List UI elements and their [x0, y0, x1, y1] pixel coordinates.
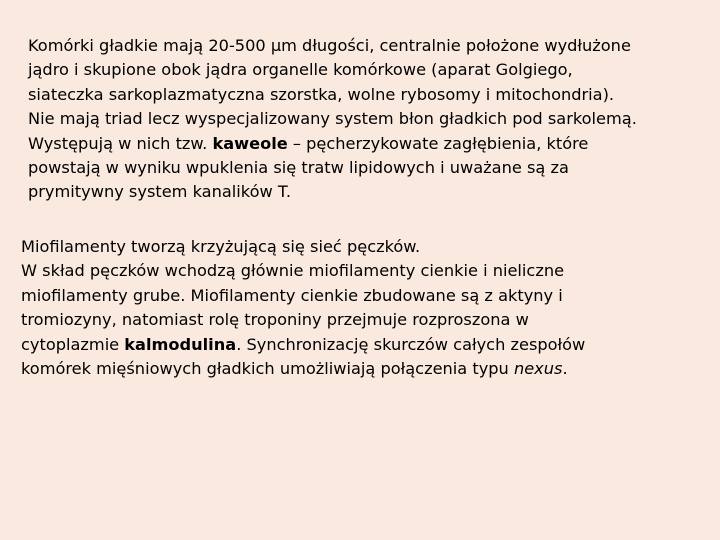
text-line: powstają w wyniku wpuklenia się tratw lipidowych i uważane są za [28, 158, 569, 178]
text-line: jądro i skupione obok jądra organelle komórkowe (aparat Golgiego, [28, 60, 573, 80]
term-kalmodulina: kalmodulina [124, 334, 237, 354]
text-line: Komórki gładkie mają 20-500 μm długości, centralnie położone wydłużone [28, 36, 631, 55]
text-segment: . Synchronizację skurczów całych zespołów [236, 334, 586, 354]
text-line [21, 333, 701, 357]
text-line [28, 132, 708, 156]
text-line: miofilamenty grube. Miofilamenty cienkie zbudowane są z aktyny i [21, 285, 563, 305]
text-line: siateczka sarkoplazmatyczna szorstka, wolne rybosomy i mitochondria). [28, 84, 615, 104]
text-line: Nie mają triad lecz wyspecjalizowany system błon gładkich pod sarkolemą. [28, 109, 637, 129]
text-segment: cytoplazmie [21, 334, 125, 354]
text-segment: Występują w nich tzw. [28, 133, 213, 153]
text-line [21, 357, 701, 381]
text-line: prymitywny system kanalików T. [28, 182, 291, 202]
myofilaments-paragraph [21, 235, 701, 381]
text-line: tromiozyny, natomiast rolę troponiny przejmuje rozproszona w [21, 310, 529, 330]
text-line: W skład pęczków wchodzą głównie miofilamenty cienkie i nieliczne [21, 261, 565, 281]
text-segment: – pęcherzykowate zagłębienia, które [287, 133, 589, 153]
text-line: Miofilamenty tworzą krzyżującą się sieć pęczków. [21, 237, 421, 256]
text-segment: . [562, 359, 568, 379]
term-kaweole: kaweole [212, 133, 288, 153]
smooth-muscle-cells-paragraph [28, 34, 708, 205]
term-nexus: nexus [513, 359, 563, 379]
text-segment: komórek mięśniowych gładkich umożliwiają połączenia typu [21, 359, 514, 379]
